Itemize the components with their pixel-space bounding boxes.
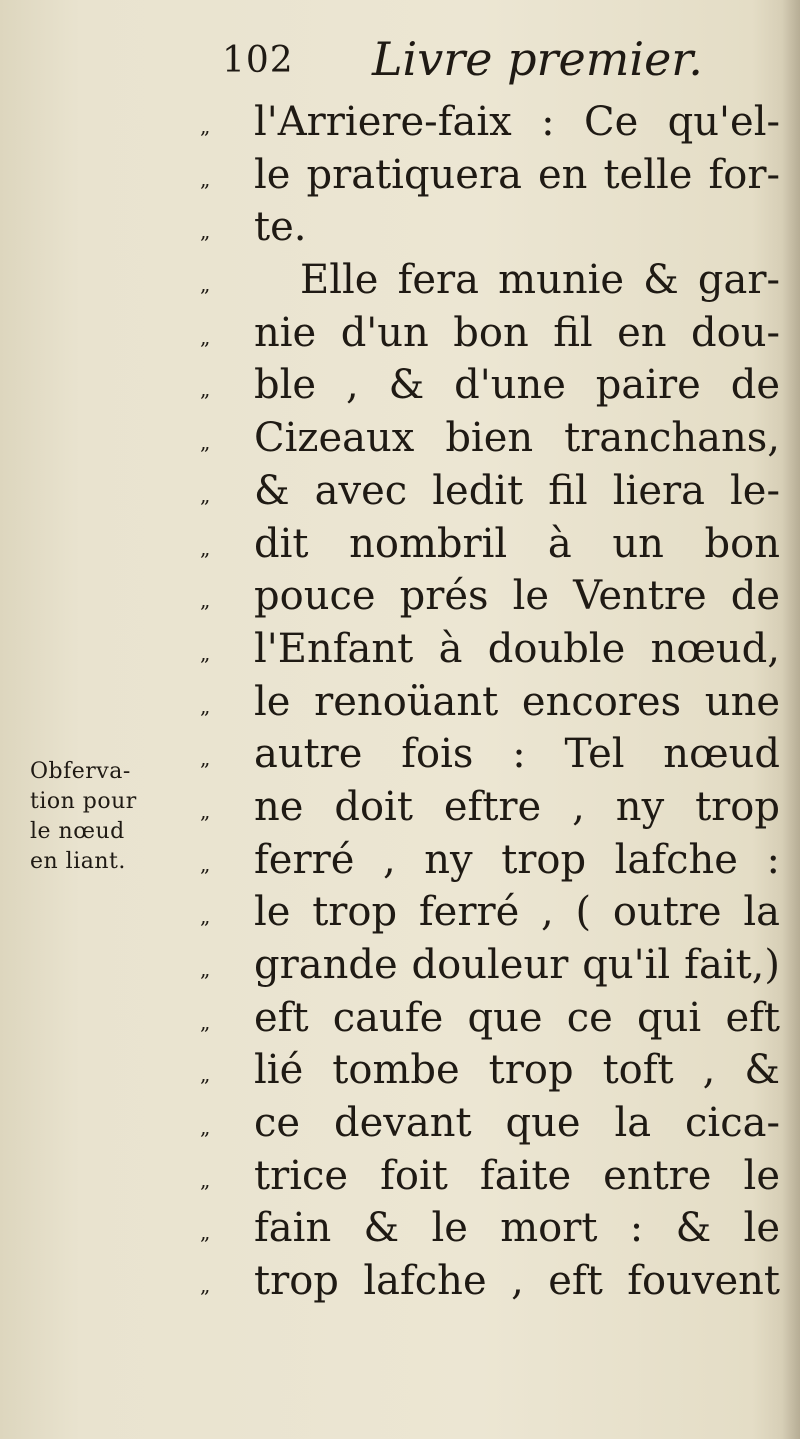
line-text: l'Enfant à double nœud, (254, 625, 780, 672)
quotation-mark: „ (200, 114, 210, 138)
margin-note-line: le nœud (30, 819, 125, 844)
margin-note-line: tion pour (30, 789, 137, 814)
text-line (200, 307, 780, 360)
line-text: dit nombril à un bon (254, 520, 780, 567)
line-text: ce devant que la cica- (254, 1100, 780, 1147)
text-line (200, 96, 780, 149)
quotation-mark: „ (200, 851, 210, 876)
text-line (200, 570, 780, 623)
line-text: nie d'un bon fil en dou- (254, 309, 780, 356)
line-text: Elle fera munie & gar- (300, 257, 780, 304)
quotation-mark: „ (200, 1115, 210, 1140)
running-title: Livre premier. (372, 32, 703, 86)
quotation-mark: „ (200, 219, 210, 244)
text-line (200, 254, 780, 307)
quotation-mark: „ (200, 430, 210, 455)
line-text: pouce prés le Ventre de (254, 573, 780, 620)
quotation-mark: „ (200, 1167, 210, 1192)
text-line (200, 1044, 780, 1097)
text-line (200, 1150, 780, 1203)
line-text: eft caufe que ce qui eft (254, 994, 780, 1041)
quotation-mark: „ (200, 272, 210, 297)
text-line (200, 623, 780, 676)
text-line (200, 518, 780, 571)
line-text: le renoüant encores une (254, 678, 780, 725)
line-text: lié tombe trop toft , & (254, 1047, 780, 1094)
line-text: trice foit faite entre le (254, 1152, 780, 1199)
margin-note-line: Obferva- (30, 759, 131, 784)
quotation-mark: „ (200, 1062, 210, 1087)
text-line (200, 1202, 780, 1255)
quotation-mark: „ (200, 746, 210, 771)
quotation-mark: „ (200, 957, 210, 981)
quotation-mark: „ (200, 693, 210, 718)
line-text: fain & le mort : & le (254, 1205, 780, 1252)
quotation-mark: „ (200, 166, 210, 191)
quotation-mark: „ (200, 1220, 210, 1245)
text-line (200, 992, 780, 1045)
text-line (200, 781, 780, 834)
line-text: le pratiquera en telle for- (254, 151, 780, 198)
text-line (200, 201, 780, 254)
text-line (200, 834, 780, 887)
line-text: le trop ferré , ( outre la (254, 889, 780, 936)
line-text: autre fois : Tel nœud (254, 731, 780, 778)
text-line (200, 412, 780, 465)
line-text: ble , & d'une paire de (254, 362, 780, 409)
page-edge-shadow (782, 0, 800, 1439)
text-line (200, 149, 780, 202)
line-text: ferré , ny trop lafche : (254, 836, 780, 883)
quotation-mark: „ (200, 640, 210, 665)
line-text: ne doit eftre , ny trop (254, 783, 780, 830)
text-line (200, 1255, 780, 1308)
quotation-mark: „ (200, 798, 210, 823)
text-line (200, 1097, 780, 1150)
line-text: grande douleur qu'il fait,) (254, 942, 780, 988)
page-header (222, 32, 722, 92)
margin-note-line: en liant. (30, 849, 126, 874)
quotation-mark: „ (200, 535, 210, 560)
line-text: Cizeaux bien tranchans, (254, 415, 780, 462)
text-line (200, 465, 780, 518)
quotation-mark: „ (200, 1273, 210, 1298)
line-text: & avec ledit fil liera le- (254, 467, 780, 514)
quotation-mark: „ (200, 482, 210, 507)
quotation-mark: „ (200, 377, 210, 402)
text-line (200, 939, 780, 992)
body-text (200, 96, 780, 1308)
margin-note (30, 757, 200, 877)
text-line (200, 359, 780, 412)
line-text: l'Arriere-faix : Ce qu'el- (254, 99, 780, 145)
line-text: trop lafche , eft fouvent (254, 1258, 780, 1305)
page-number: 102 (222, 40, 294, 81)
text-line (200, 728, 780, 781)
text-line (200, 676, 780, 729)
quotation-mark: „ (200, 1009, 210, 1034)
text-line (200, 886, 780, 939)
quotation-mark: „ (200, 588, 210, 613)
quotation-mark: „ (200, 904, 210, 929)
line-text: te. (254, 204, 307, 251)
quotation-mark: „ (200, 324, 210, 349)
